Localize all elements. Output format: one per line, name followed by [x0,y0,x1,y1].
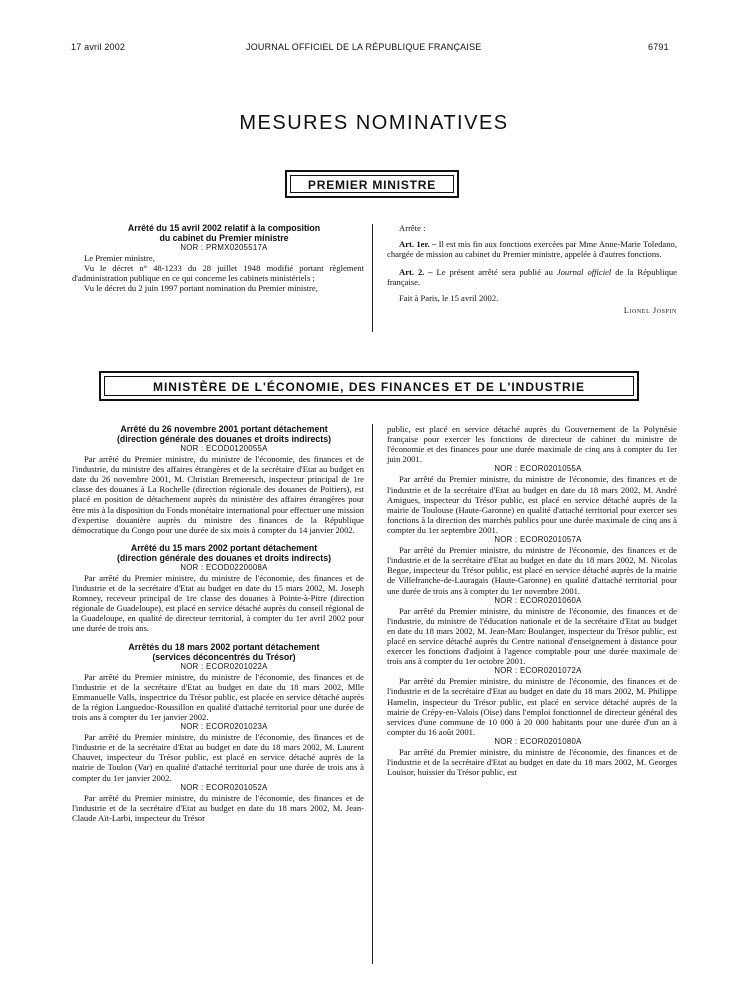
text-e: Par arrêté du Premier ministre, du ministre de l'économie, des finances et de l'industrie et de la secrétaire d'Etat au budget en date du 18 mars 2002, M. Georges Louisor, huissier du Trésor public, est [387,747,677,778]
article-1-text: Il est mis fin aux fonctions exercées par Mme Anne-Marie Toledano, chargée de mission au cabinet du Premier ministre, appelée à d'autres fonctions. [387,239,677,260]
article-1 [387,239,677,259]
text-c: Par arrêté du Premier ministre, du ministre de l'économie, des finances et de l'industrie, du ministre de l'éducation nationale et de la secrétaire d'Etat au budget en date du 18 mars 2002, M. Jean-Marc Boulanger, inspecteur du Trésor public, est placé en service détaché auprès du Centre national d'enseignement à distance pour exercer les fonctions d'adjoint à l'agence comptable pour une durée maximale de trois ans à compter du 1er octobre 2001. [387,605,677,667]
a3-text: Par arrêté du Premier ministre, du ministre de l'économie, des finances et de l'industrie et de la secrétaire d'Etat au budget en date du 18 mars 2002, Mlle Emmanuelle Valls, inspectrice du Trésor public, est placée en service détaché auprès de la région Languedoc-Roussillon en qualité d'attaché territorial pour une durée de trois ans à compter du 1er janvier 2002. [72,671,364,722]
visa-1: Vu le décret n° 48-1233 du 28 juillet 1948 modifié portant règlement d'administration publique en ce qui concerne les cabinets ministériels ; [72,263,364,284]
a2-nor: NOR : ECOD0220008A [180,562,268,572]
nor-d: NOR : ECOR0201072A [494,666,582,676]
section-heading-ministere: MINISTÈRE DE L'ÉCONOMIE, DES FINANCES ET DE L'INDUSTRIE [104,376,634,396]
column-divider [372,224,373,332]
article-2-text-b: de la République française. [387,267,677,288]
arrete-title: Arrêté du 15 avril 2002 relatif à la composition [127,223,321,233]
arrete-cabinet-left [72,223,364,293]
signature: Lionel Jospin [623,305,677,315]
section-heading-premier-ministre: PREMIER MINISTRE [290,175,454,193]
arrete-label: Arrête : [399,223,426,233]
continued-text: public, est placé en service détaché auprès du Gouvernement de la Polynésie française pour exercer les fonctions de directeur de cabinet du ministre de l'économie et des finances pour une durée maximale de cinq ans à compter du 1er juin 2001. [387,424,677,465]
text-b: Par arrêté du Premier ministre, du ministre de l'économie, des finances et de l'industrie et de la secrétaire d'Etat au budget en date du 18 mars 2002, M. Nicolas Begue, inspecteur du Trésor public, est placé en service détaché auprès de la mairie de Villefranche-de-Lauragais (Haute-Garonne) en qualité d'attaché territorial pour une durée de trois ans à compter du 1er novembre 2001. [387,545,677,596]
article-1-label: Art. 1er. – [399,239,437,250]
visa-2: Vu le décret du 2 juin 1997 portant nomination du Premier ministre, [84,283,318,294]
nor-b: NOR : ECOR0201057A [494,535,582,545]
article-2 [387,267,677,287]
ministry-right-column [387,424,677,777]
article-2-label: Art. 2. – [399,267,433,278]
a1-title: Arrêté du 26 novembre 2001 portant détachement [120,424,328,434]
preamble: Le Premier ministre, [84,253,155,264]
text-d: Par arrêté du Premier ministre, du ministre de l'économie, des finances et de l'industrie et de la secrétaire d'Etat au budget en date du 18 mars 2002, M. Philippe Hamelin, inspecteur du Trésor public, est placé en service détaché auprès de la mairie de Crépy-en-Valois (Oise) dans l'emploi fonctionnel de directeur général des services d'une commune de 10 000 à 20 000 habitants pour une durée d'un an à compter du 16 août 2001. [387,676,677,737]
nor-reference: NOR : PRMX0205517A [180,243,268,252]
a1-title-2: (direction générale des douanes et droits indirects) [116,434,332,444]
nor-c: NOR : ECOR0201060A [494,595,582,605]
a3-text-2: Par arrêté du Premier ministre, du ministre de l'économie, des finances et de l'industrie et de la secrétaire d'Etat au budget en date du 18 mars 2002, M. Laurent Chauvet, inspecteur du Trésor public, est placé en service détaché auprès de la mairie de Toulon (Var) en qualité d'attaché territorial pour une durée de trois ans à compter du 1er janvier 2002. [72,732,364,783]
journal-officiel: Journal officiel [556,267,612,278]
a1-nor: NOR : ECOD0120055A [180,444,268,453]
done-at: Fait à Paris, le 15 avril 2002. [399,293,499,304]
a3-nor-3: NOR : ECOR0201052A [180,782,268,792]
section-heading-box [285,170,459,198]
header-date: 17 avril 2002 [71,42,126,52]
arrete-cabinet-right [387,223,677,316]
article-2-text-a: Le présent arrêté sera publié au [432,267,557,278]
ministry-heading-box [99,371,639,401]
a1-text: Par arrêté du Premier ministre, du ministre de l'économie, des finances et de l'industrie, du ministre des affaires étrangères et de la secrétaire d'Etat au budget en date du 26 novembre 2001, M. Christian Bremeersch, inspecteur principal de 1re classe des douanes à La Rochelle (direction régionale des douanes de Poitiers), est placé en position de détachement auprès du ministère des affaires étrangères pour être mis à la disposition du Fonds monétaire international pour effectuer une mission d'expertise douanière auprès du ministre des finances de la République démocratique du Congo pour une durée de six mois à compter du 14 janvier 2002. [72,454,364,535]
column-divider-2 [372,424,373,964]
a3-nor: NOR : ECOR0201022A [180,661,268,671]
nor-a: NOR : ECOR0201055A [494,464,582,474]
a2-text: Par arrêté du Premier ministre, du ministre de l'économie, des finances et de l'industrie et de la secrétaire d'Etat au budget en date du 15 mars 2002, M. Joseph Romney, receveur principal de 1re classe des douanes à Pointe-à-Pitre (direction régionale de Guadeloupe), est placé en service détaché auprès du conseil régional de la Guadeloupe, en qualité de directeur territorial, à compter du 1er avril 2002 pour une durée de trois ans. [72,572,364,634]
ministry-left-column [72,424,364,823]
a3-title-2: (services déconcentrés du Trésor) [152,651,296,662]
arrete-title-2: du cabinet du Premier ministre [159,233,289,243]
a2-title: Arrêté du 15 mars 2002 portant détachement [130,542,318,553]
header-page-number: 6791 [648,42,669,52]
nor-e: NOR : ECOR0201080A [494,736,582,746]
page-title: MESURES NOMINATIVES [239,112,509,134]
a3-nor-2: NOR : ECOR0201023A [180,722,268,732]
header-journal-title: JOURNAL OFFICIEL DE LA RÉPUBLIQUE FRANÇAISE [246,42,482,52]
a2-title-2: (direction générale des douanes et droits indirects) [116,552,332,563]
a3-title: Arrêtés du 18 mars 2002 portant détachement [128,641,320,652]
text-a: Par arrêté du Premier ministre, du ministre de l'économie, des finances et de l'industrie et de la secrétaire d'Etat au budget en date du 18 mars 2002, M. André Amigues, inspecteur du Trésor public, est placé en service détaché auprès de la mairie de Toulouse (Haute-Garonne) en qualité d'attaché territorial pour exercer ses fonctions à la direction des marchés publics pour une durée maximale de cinq ans à compter du 1er septembre 2001. [387,474,677,535]
a3-text-3: Par arrêté du Premier ministre, du ministre de l'économie, des finances et de l'industrie et de la secrétaire d'Etat au budget en date du 18 mars 2002, M. Jean-Claude Aït-Larbi, inspecteur du Trésor [72,792,364,823]
